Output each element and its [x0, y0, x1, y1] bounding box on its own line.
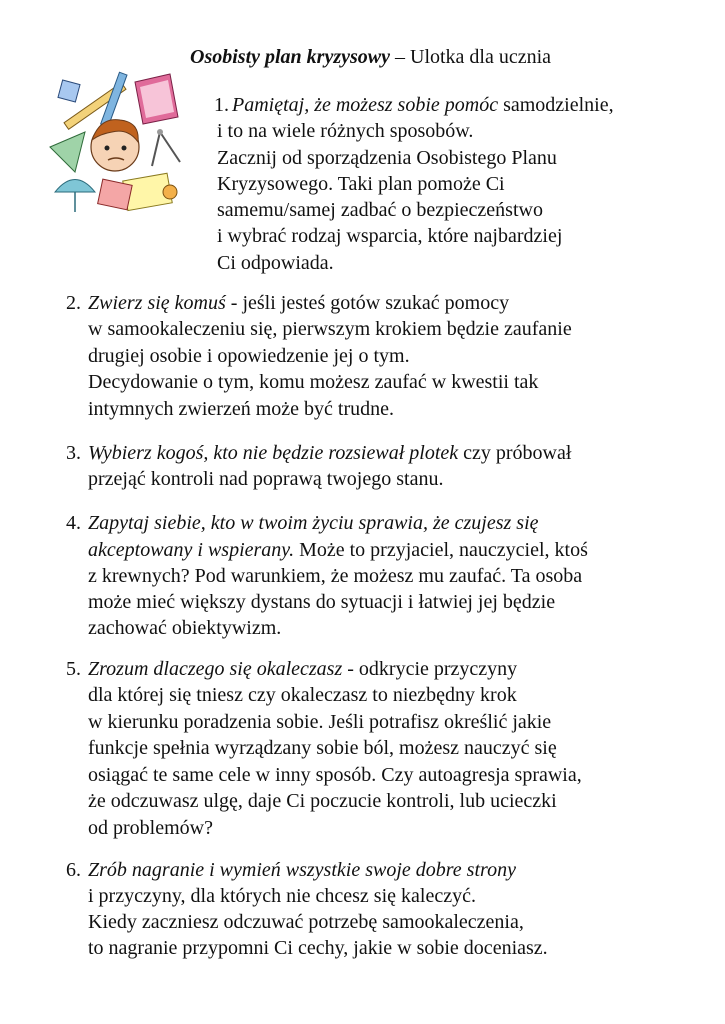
item-1-line-1 — [232, 92, 614, 118]
item-5-heading: Zrozum dlaczego się okaleczasz — [88, 658, 343, 680]
item-6-line-3: Kiedy zaczniesz odczuwać potrzebę samookaleczenia, — [88, 911, 524, 933]
item-1-line-3: Zacznij od sporządzenia Osobistego Planu — [217, 147, 557, 169]
item-2-line-1 — [88, 290, 509, 316]
item-2-line-3: drugiej osobie i opowiedzenie jej o tym. — [88, 345, 410, 367]
item-4-heading-end: akceptowany i wspierany. — [88, 539, 295, 561]
item-1-line-2: i to na wiele różnych sposobów. — [217, 120, 474, 142]
page-title — [190, 44, 551, 70]
item-5-line-7: od problemów? — [88, 817, 213, 839]
item-5-line-2: dla której się tniesz czy okaleczasz to niezbędny krok — [88, 684, 517, 706]
item-2-number: 2. — [66, 292, 81, 314]
item-1-number: 1. — [214, 94, 229, 116]
item-3-heading: Wybierz kogoś, kto nie będzie rozsiewał plotek — [88, 442, 459, 464]
item-2-line-4: Decydowanie o tym, komu możesz zaufać w kwestii tak — [88, 371, 539, 393]
item-6-line-1: Zrób nagranie i wymień wszystkie swoje dobre strony — [88, 859, 516, 881]
title-subtitle-part: – Ulotka dla ucznia — [390, 46, 552, 68]
item-5-line-4: funkcje spełnia wyrządzany sobie ból, możesz nauczyć się — [88, 737, 557, 759]
title-bold-part: Osobisty plan kryzysowy — [190, 46, 390, 68]
item-5-line-1 — [88, 656, 517, 682]
item-4-line-1: Zapytaj siebie, kto w twoim życiu sprawia, że czujesz się — [88, 512, 539, 534]
item-5-line-6: że odczuwasz ulgę, daje Ci poczucie kontroli, lub ucieczki — [88, 790, 557, 812]
item-1-line-text: samodzielnie, — [498, 94, 614, 116]
item-1-heading: Pamiętaj, że możesz sobie pomóc — [232, 94, 499, 116]
item-2-line-2: w samookaleczeniu się, pierwszym krokiem będzie zaufanie — [88, 318, 572, 340]
item-2-line-5: intymnych zwierzeń może być trudne. — [88, 398, 394, 420]
item-3-line-2: przejąć kontroli nad poprawą twojego stanu. — [88, 468, 444, 490]
item-5-line-text: - odkrycie przyczyny — [342, 658, 518, 680]
item-1-line-6: i wybrać rodzaj wsparcia, które najbardziej — [217, 225, 563, 247]
item-1-line-7: Ci odpowiada. — [217, 252, 334, 274]
item-4-line-3: z krewnych? Pod warunkiem, że możesz mu zaufać. Ta osoba — [88, 565, 583, 587]
student-with-school-supplies-illustration — [40, 62, 190, 222]
item-4-line-text: Może to przyjaciel, nauczyciel, ktoś — [294, 539, 588, 561]
item-6-number: 6. — [66, 859, 81, 881]
item-6-line-2: i przyczyny, dla których nie chcesz się kaleczyć. — [88, 885, 476, 907]
item-3-number: 3. — [66, 442, 81, 464]
item-3-line-text: czy próbował — [458, 442, 572, 464]
item-5-number: 5. — [66, 658, 81, 680]
item-5-line-5: osiągać te same cele w inny sposób. Czy autoagresja sprawia, — [88, 764, 582, 786]
item-4-line-2 — [88, 537, 588, 563]
item-2-heading: Zwierz się komuś — [88, 292, 226, 314]
item-3-line-1 — [88, 440, 571, 466]
item-1-line-4: Kryzysowego. Taki plan pomoże Ci — [217, 173, 505, 195]
item-5-line-3: w kierunku poradzenia sobie. Jeśli potrafisz określić jakie — [88, 711, 552, 733]
item-2-line-text: - jeśli jesteś gotów szukać pomocy — [225, 292, 510, 314]
item-1-line-5: samemu/samej zadbać o bezpieczeństwo — [217, 199, 543, 221]
item-6-line-4: to nagranie przypomni Ci cechy, jakie w sobie doceniasz. — [88, 937, 548, 959]
item-4-line-4: może mieć większy dystans do sytuacji i łatwiej jej będzie — [88, 591, 556, 613]
item-4-line-5: zachować obiektywizm. — [88, 617, 282, 639]
item-4-number: 4. — [66, 512, 81, 534]
